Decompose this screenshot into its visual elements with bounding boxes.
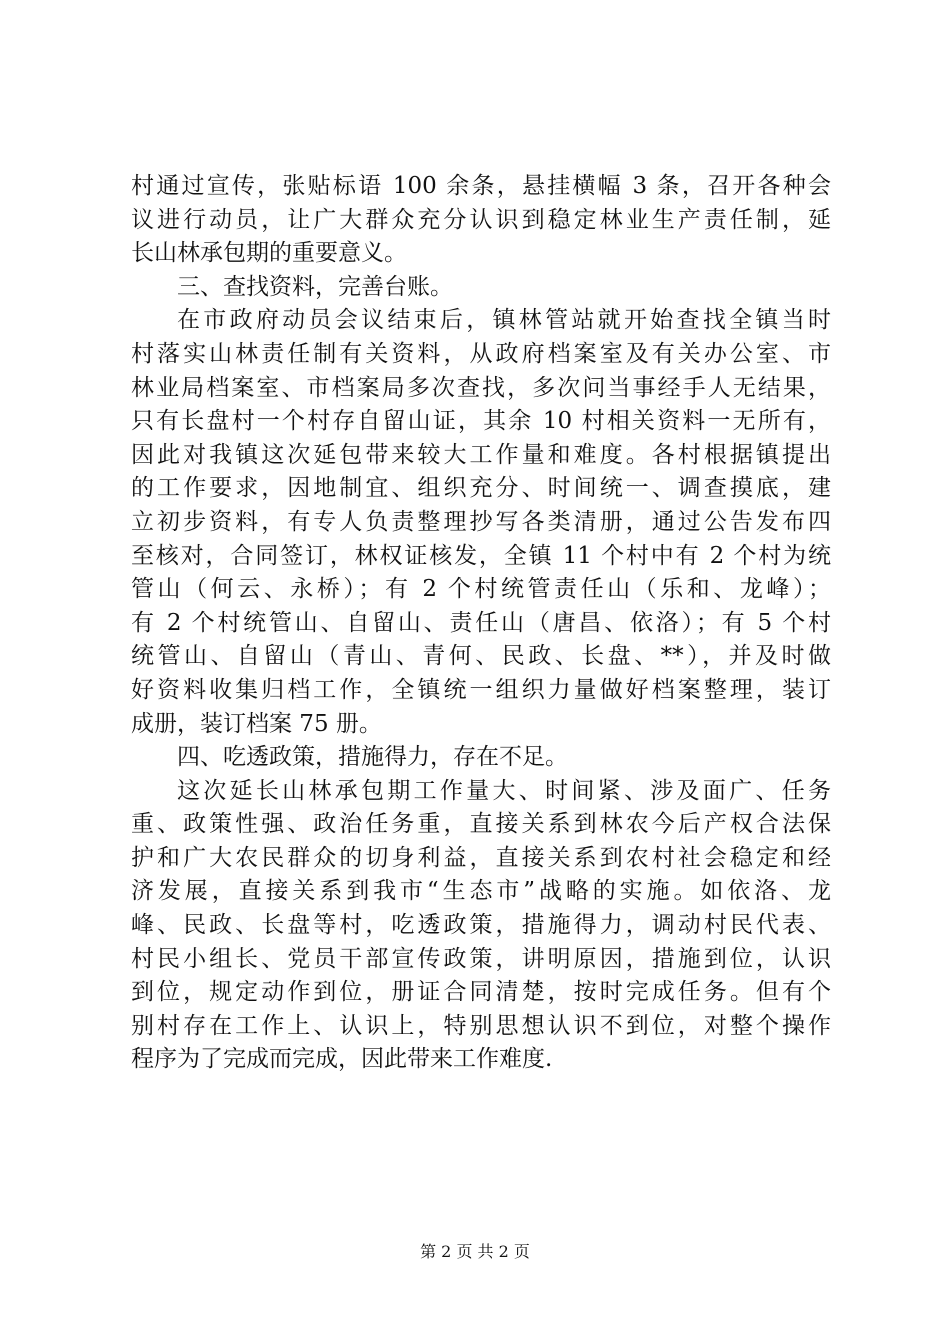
document-body bbox=[131, 170, 831, 1077]
text-line: 村民小组长、党员干部宣传政策，讲明原因，措施到位，认识 bbox=[131, 945, 831, 972]
text-line: 的工作要求，因地制宜、组织充分、时间统一、调查摸底，建 bbox=[131, 475, 831, 502]
text-line: 程序为了完成而完成，因此带来工作难度. bbox=[131, 1046, 553, 1073]
text-line: 长山林承包期的重要意义。 bbox=[131, 240, 407, 267]
page-number-footer: 第 2 页 共 2 页 bbox=[420, 1242, 530, 1261]
text-line: 至核对，合同签订，林权证核发，全镇 11 个村中有 2 个村为统 bbox=[131, 542, 831, 569]
text-line: 只有长盘村一个村存自留山证，其余 10 村相关资料一无所有， bbox=[131, 408, 831, 435]
text-line: 村通过宣传，张贴标语 100 余条，悬挂横幅 3 条，召开各种会 bbox=[131, 173, 831, 199]
text-line: 四、吃透政策，措施得力，存在不足。 bbox=[177, 744, 568, 771]
text-line: 这次延长山林承包期工作量大、时间紧、涉及面广、任务 bbox=[177, 777, 831, 804]
text-line: 峰、民政、长盘等村，吃透政策，措施得力，调动村民代表、 bbox=[131, 912, 831, 939]
text-line: 到位，规定动作到位，册证合同清楚，按时完成任务。但有个 bbox=[131, 979, 831, 1006]
text-line: 别村存在工作上、认识上，特别思想认识不到位，对整个操作 bbox=[131, 1012, 831, 1039]
text-line: 好资料收集归档工作，全镇统一组织力量做好档案整理，装订 bbox=[131, 676, 831, 703]
text-line: 议进行动员，让广大群众充分认识到稳定林业生产责任制，延 bbox=[131, 206, 831, 233]
text-line: 村落实山林责任制有关资料，从政府档案室及有关办公室、市 bbox=[131, 340, 831, 367]
text-line: 重、政策性强、政治任务重，直接关系到林农今后产权合法保 bbox=[131, 811, 831, 838]
text-line: 在市政府动员会议结束后，镇林管站就开始查找全镇当时 bbox=[177, 307, 831, 334]
text-line: 济发展，直接关系到我市“生态市”战略的实施。如依洛、龙 bbox=[131, 878, 831, 905]
text-line: 护和广大农民群众的切身利益，直接关系到农村社会稳定和经 bbox=[131, 844, 831, 871]
text-line: 林业局档案室、市档案局多次查找，多次问当事经手人无结果， bbox=[131, 374, 831, 401]
text-line: 统管山、自留山（青山、青何、民政、长盘、**），并及时做 bbox=[131, 643, 831, 670]
text-line: 有 2 个村统管山、自留山、责任山（唐昌、依洛）；有 5 个村 bbox=[131, 609, 831, 636]
text-line: 管山（何云、永桥）；有 2 个村统管责任山（乐和、龙峰）； bbox=[131, 576, 831, 603]
text-line: 因此对我镇这次延包带来较大工作量和难度。各村根据镇提出 bbox=[131, 441, 831, 468]
text-line: 成册，装订档案 75 册。 bbox=[131, 710, 382, 737]
text-line: 三、查找资料，完善台账。 bbox=[177, 273, 453, 300]
text-line: 立初步资料，有专人负责整理抄写各类清册，通过公告发布四 bbox=[131, 508, 831, 535]
